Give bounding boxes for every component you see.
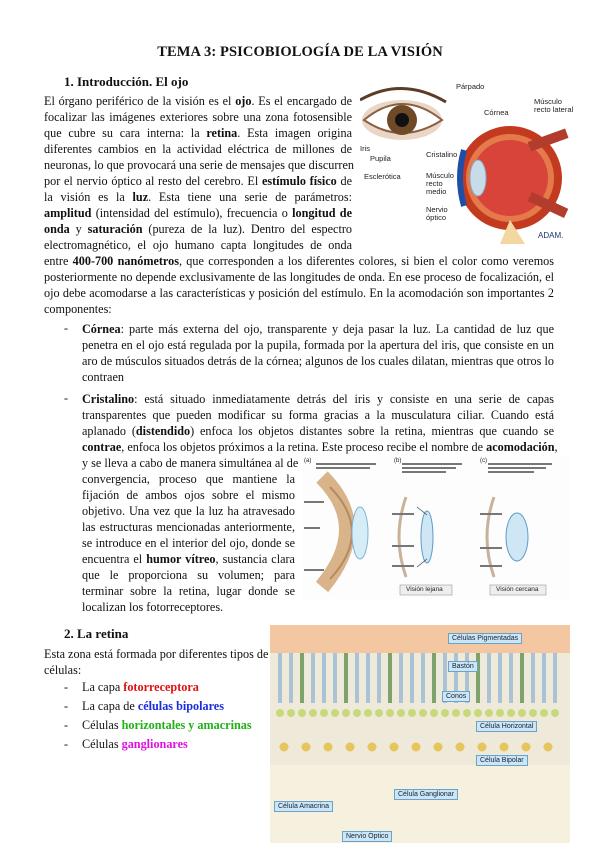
bipolar-cell — [412, 743, 421, 752]
accommodation-figure — [302, 457, 570, 599]
text-line: la visión es la luz. Esta tiene una serie de parámetros: — [44, 190, 352, 204]
receptor-nucleus — [441, 709, 449, 717]
receptor-nucleus — [386, 709, 394, 717]
vision-lejana-label: Visión lejana — [406, 586, 443, 593]
receptor-nucleus — [298, 709, 306, 717]
label-nervio-optico-retina: Nervio Óptico — [342, 831, 392, 842]
photoreceptor-cell — [300, 653, 304, 703]
bullet-cristalino-continued — [82, 455, 299, 615]
photoreceptor-cell — [520, 653, 524, 703]
bold-term: ojo — [235, 94, 252, 108]
section-1-heading: 1. Introducción. El ojo — [64, 74, 189, 89]
bold-term: onda — [44, 222, 70, 236]
label-esclerotica: Esclerótica — [364, 172, 401, 181]
bullet-cornea — [82, 321, 554, 385]
text-line: convergencia, proceso que mantiene la — [82, 472, 295, 486]
bipolar-cell — [478, 743, 487, 752]
label-celula-horizontal: Célula Horizontal — [476, 721, 537, 732]
adam-brand: ADAM. — [538, 231, 564, 240]
bipolar-cell — [346, 743, 355, 752]
bold-term: Cristalino — [82, 392, 135, 406]
photoreceptor-cell — [289, 653, 293, 703]
bipolar-cell — [456, 743, 465, 752]
receptor-nucleus — [463, 709, 471, 717]
text-line: objetivo. Una vez que la luz ha atravesado — [82, 504, 295, 518]
vision-cercana-label: Visión cercana — [496, 586, 539, 593]
receptor-nucleus — [342, 709, 350, 717]
receptor-nucleus — [507, 709, 515, 717]
section-2-intro — [44, 646, 269, 678]
text-line: que le proporciona su volumen; para — [82, 568, 295, 582]
text-line: aro de músculos situados detrás de la córnea; algunos de los cuales dilatan, mientras que otros lo — [82, 354, 554, 368]
label-cristalino: Cristalino — [426, 150, 458, 159]
bullet-dash: - — [64, 737, 69, 751]
section-2-intro-line: Esta zona está formada por diferentes tipos de — [44, 647, 269, 661]
label-celula-amacrina: Célula Amacrina — [274, 801, 333, 812]
receptor-nucleus — [551, 709, 559, 717]
bullet-dash: - — [64, 718, 69, 732]
retina-cell-item — [64, 699, 224, 714]
photoreceptor-cell — [410, 653, 414, 703]
bold-term: distendido — [135, 424, 191, 438]
item-highlight: células bipolares — [137, 699, 224, 713]
bipolar-cell — [280, 743, 289, 752]
bipolar-cell — [368, 743, 377, 752]
item-prefix: La capa — [82, 680, 124, 694]
text-line: Cristalino: está situado inmediatamente detrás del iris y consiste en una serie de capas — [82, 392, 554, 406]
receptor-nucleus — [408, 709, 416, 717]
text-line: contrae, enfoca los objetos próximos a la retina. Este proceso recibe el nombre de acomodación, — [82, 440, 558, 454]
photoreceptor-cell — [553, 653, 557, 703]
bold-term: contrae — [82, 440, 122, 454]
item-prefix: Células — [82, 737, 122, 751]
photoreceptor-cell — [399, 653, 403, 703]
bold-term: amplitud — [44, 206, 92, 220]
receptor-nucleus — [331, 709, 339, 717]
bullet-cristalino — [82, 391, 558, 455]
receptor-nucleus — [430, 709, 438, 717]
text-line: amplitud (intensidad del estímulo), frecuencia o longitud de — [44, 206, 352, 220]
label-parpado: Párpado — [456, 82, 485, 91]
bold-term: luz — [132, 190, 149, 204]
text-line: encuentra el humor vítreo, sustancia clara — [82, 552, 295, 566]
receptor-nucleus — [419, 709, 427, 717]
text-line: las estructuras mencionadas anteriormente, — [82, 520, 295, 534]
receptor-nucleus — [353, 709, 361, 717]
bold-term: retina — [206, 126, 238, 140]
label-musculo-recto-medio: Músculo recto medio — [426, 171, 454, 196]
text-line: terminar sobre la retina, lugar donde se — [82, 584, 295, 598]
bipolar-cell — [522, 743, 531, 752]
label-cornea: Córnea — [484, 108, 509, 117]
document-title: TEMA 3: PSICOBIOLOGÍA DE LA VISIÓN — [157, 44, 443, 60]
bipolar-cell — [324, 743, 333, 752]
item-highlight: ganglionares — [121, 737, 188, 751]
panel-b-letter: (b) — [394, 458, 402, 464]
receptor-nucleus — [529, 709, 537, 717]
receptor-nucleus — [496, 709, 504, 717]
photoreceptor-cell — [278, 653, 282, 703]
receptor-nucleus — [474, 709, 482, 717]
photoreceptor-cell — [421, 653, 425, 703]
photoreceptor-cell — [509, 653, 513, 703]
label-conos: Conos — [442, 691, 470, 702]
item-highlight: fotorreceptora — [123, 680, 199, 694]
photoreceptor-cell — [311, 653, 315, 703]
text-line: focalizar las imágenes exteriores sobre una zona fotosensible — [44, 110, 352, 124]
text-line: neuronas, lo que provocará una serie de mensajes que discurren — [44, 158, 354, 172]
text-line: aplanado (distendido) enfoca los objetos distantes sobre la retina, mientras que cuando se — [82, 424, 554, 438]
text-line: posteriormente no depende exclusivamente de las longitudes de onda. En ese proceso de focalización, el — [44, 270, 554, 284]
retina-cell-item — [64, 680, 199, 695]
text-line: fijación de ambos ojos sobre el mismo — [82, 488, 295, 502]
bullet-dash: - — [64, 321, 69, 335]
bipolar-cell — [390, 743, 399, 752]
text-line: contraen — [82, 370, 124, 384]
text-line: que cubre su cara interna: la retina. Esta imagen origina — [44, 126, 352, 140]
photoreceptor-cell — [344, 653, 348, 703]
receptor-nucleus — [276, 709, 284, 717]
intro-paragraph — [44, 93, 352, 253]
text-line: onda y saturación (pureza de la luz). Dentro del espectro — [44, 222, 352, 236]
eye-anatomy-figure — [360, 80, 574, 244]
text-line: transparentes que pueden modificar su forma gracias a la musculatura ciliar. Cuando está — [82, 408, 554, 422]
label-nervio-optico: Nervio óptico — [426, 205, 448, 222]
bold-term: estímulo físico — [261, 174, 337, 188]
label-musculo-recto-lateral: Músculo recto lateral — [534, 97, 574, 114]
photoreceptor-cell — [487, 653, 491, 703]
text-line: por el nervio óptico al resto del cerebro. El estímulo físico de — [44, 174, 352, 188]
receptor-nucleus — [397, 709, 405, 717]
text-line: entre 400-700 nanómetros, que corresponden a los diferentes colores, si bien el color como veremos — [44, 254, 555, 268]
text-line: diferentes cambios en la actividad eléctrica de millones de — [44, 142, 352, 156]
bullet-dash: - — [64, 391, 69, 405]
photoreceptor-cell — [531, 653, 535, 703]
receptor-nucleus — [518, 709, 526, 717]
section-2-heading: 2. La retina — [64, 626, 129, 641]
bold-term: acomodación — [486, 440, 555, 454]
text-line: penetra en el ojo está regulada por la pupila, formada por la apertura del iris, que consiste en un — [82, 338, 554, 352]
label-celula-bipolar: Célula Bipolar — [476, 755, 528, 766]
photoreceptor-cell — [542, 653, 546, 703]
label-celula-ganglionar: Célula Ganglionar — [394, 789, 458, 800]
text-line: y se lleva a cabo de manera simultánea al de — [82, 456, 299, 470]
receptor-nucleus — [375, 709, 383, 717]
text-line: El órgano periférico de la visión es el ojo. Es el encargado de — [44, 94, 353, 108]
text-line: componentes: — [44, 302, 112, 316]
panel-a-letter: (a) — [304, 458, 312, 464]
receptor-nucleus — [452, 709, 460, 717]
receptor-nucleus — [540, 709, 548, 717]
bold-term: saturación — [87, 222, 143, 236]
bullet-dash: - — [64, 699, 69, 713]
section-2-intro-line: células: — [44, 663, 82, 677]
label-pupila: Pupila — [370, 154, 391, 163]
label-iris: Iris — [360, 144, 370, 153]
receptor-nucleus — [320, 709, 328, 717]
bold-term: Córnea — [82, 322, 121, 336]
text-line: ojo debe acomodarse a las características y posición del estímulo. En la acomodación son importantes 2 — [44, 286, 554, 300]
receptor-nucleus — [364, 709, 372, 717]
bold-term: humor vítreo — [146, 552, 216, 566]
bipolar-cell — [434, 743, 443, 752]
bullet-dash: - — [64, 680, 69, 694]
item-prefix: La capa de — [82, 699, 138, 713]
retina-cell-item — [64, 718, 252, 733]
receptor-nucleus — [485, 709, 493, 717]
bold-term: 400-700 nanómetros — [72, 254, 179, 268]
text-line: localizan los fotorreceptores. — [82, 600, 224, 614]
retina-cell-item — [64, 737, 188, 752]
label-celulas-pigmentadas: Células Pigmentadas — [448, 633, 522, 644]
receptor-nucleus — [309, 709, 317, 717]
bold-term: longitud de — [292, 206, 352, 220]
bipolar-cell — [302, 743, 311, 752]
photoreceptor-cell — [498, 653, 502, 703]
panel-c-letter: (c) — [480, 458, 487, 464]
text-line: se introduce en el interior del ojo, donde se — [82, 536, 295, 550]
label-baston: Bastón — [448, 661, 478, 672]
photoreceptor-cell — [366, 653, 370, 703]
photoreceptor-cell — [388, 653, 392, 703]
item-prefix: Células — [82, 718, 122, 732]
bipolar-cell — [544, 743, 553, 752]
text-line: Córnea: parte más externa del ojo, transparente y deja pasar la luz. La cantidad de luz que — [82, 322, 554, 336]
continuation-paragraph — [44, 253, 554, 317]
photoreceptor-cell — [377, 653, 381, 703]
photoreceptor-cell — [432, 653, 436, 703]
item-highlight: horizontales y amacrinas — [121, 718, 252, 732]
receptor-nucleus — [287, 709, 295, 717]
text-line: electromagnético, el ojo humano capta longitudes de onda — [44, 238, 352, 252]
photoreceptor-cell — [355, 653, 359, 703]
photoreceptor-cell — [322, 653, 326, 703]
retina-figure — [270, 625, 570, 843]
bipolar-cell — [500, 743, 509, 752]
photoreceptor-cell — [333, 653, 337, 703]
